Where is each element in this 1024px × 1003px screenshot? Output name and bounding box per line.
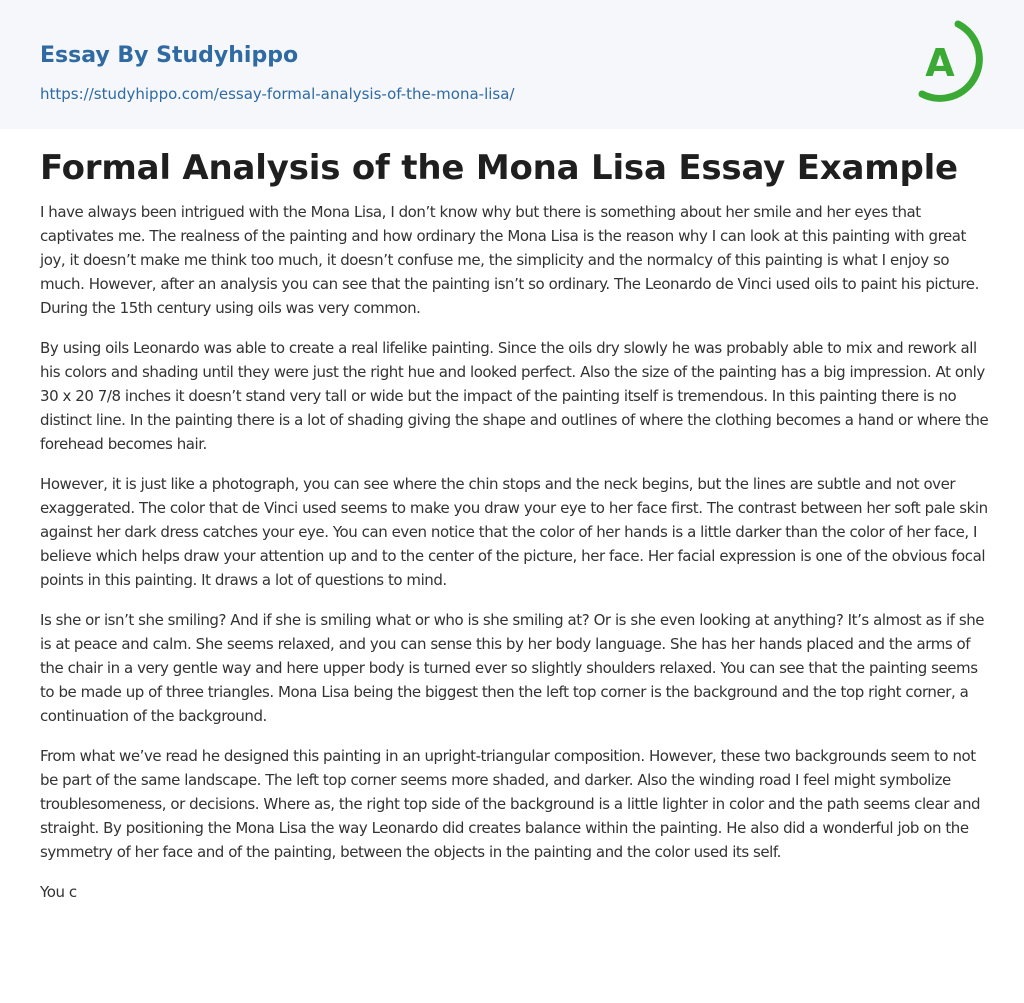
paragraph-3: However, it is just like a photograph, you can see where the chin stops and the neck begins, but the lines are subtle and not over exaggerated. The color that de Vinci used seems to make you draw your eye to her face first. The contrast between her soft pale skin against her dark dress catches your eye. You can even notice that the color of her hands is a little darker than the color of her face, I believe which helps draw your attention up and to the center of the picture, her face. Her facial expression is one of the obvious focal points in this painting. It draws a lot of questions to mind. <box>40 475 988 589</box>
source-url-link[interactable]: https://studyhippo.com/essay-formal-analysis-of-the-mona-lisa/ <box>40 85 515 103</box>
article-body <box>40 142 990 920</box>
studyhippo-logo-icon[interactable] <box>908 18 988 106</box>
brand-title: Essay By Studyhippo <box>40 43 299 68</box>
site-header <box>0 0 1024 129</box>
paragraph-2: By using oils Leonardo was able to create a real lifelike painting. Since the oils dry slowly he was probably able to mix and rework all his colors and shading until they were just the right hue and looked perfect. Also the size of the painting has a big impression. At only 30 x 20 7/8 inches it doesn’t stand very tall or wide but the impact of the painting itself is tremendous. In this painting there is no distinct line. In the painting there is a lot of shading giving the shape and outlines of where the clothing becomes a hand or where the forehead becomes hair. <box>40 339 989 453</box>
paragraph-6-truncated: You c <box>40 883 77 901</box>
paragraph-1: I have always been intrigued with the Mona Lisa, I don’t know why but there is something about her smile and her eyes that captivates me. The realness of the painting and how ordinary the Mona Lisa is the reason why I can look at this painting with great joy, it doesn’t make me think too much, it doesn’t confuse me, the simplicity and the normalcy of this painting is what I enjoy so much. However, after an analysis you can see that the painting isn’t so ordinary. The Leonardo de Vinci used oils to paint his picture. During the 15th century using oils was very common. <box>40 203 979 317</box>
page-title: Formal Analysis of the Mona Lisa Essay Example <box>40 148 958 188</box>
logo-letter: A <box>925 41 955 85</box>
paragraph-5: From what we’ve read he designed this painting in an upright-triangular composition. However, these two backgrounds seem to not be part of the same landscape. The left top corner seems more shaded, and darker. Also the winding road I feel might symbolize troublesomeness, or decisions. Where as, the right top side of the background is a little lighter in color and the path seems clear and straight. By positioning the Mona Lisa the way Leonardo did creates balance within the painting. He also did a wonderful job on the symmetry of her face and of the painting, between the objects in the painting and the color used its self. <box>40 747 981 861</box>
paragraph-4: Is she or isn’t she smiling? And if she is smiling what or who is she smiling at? Or is she even looking at anything? It’s almost as if she is at peace and calm. She seems relaxed, and you can sense this by her body language. She has her hands placed and the arms of the chair in a very gentle way and here upper body is turned ever so slightly shoulders relaxed. You can see that the painting seems to be made up of three triangles. Mona Lisa being the biggest then the left top corner is the background and the top right corner, a continuation of the background. <box>40 611 985 725</box>
